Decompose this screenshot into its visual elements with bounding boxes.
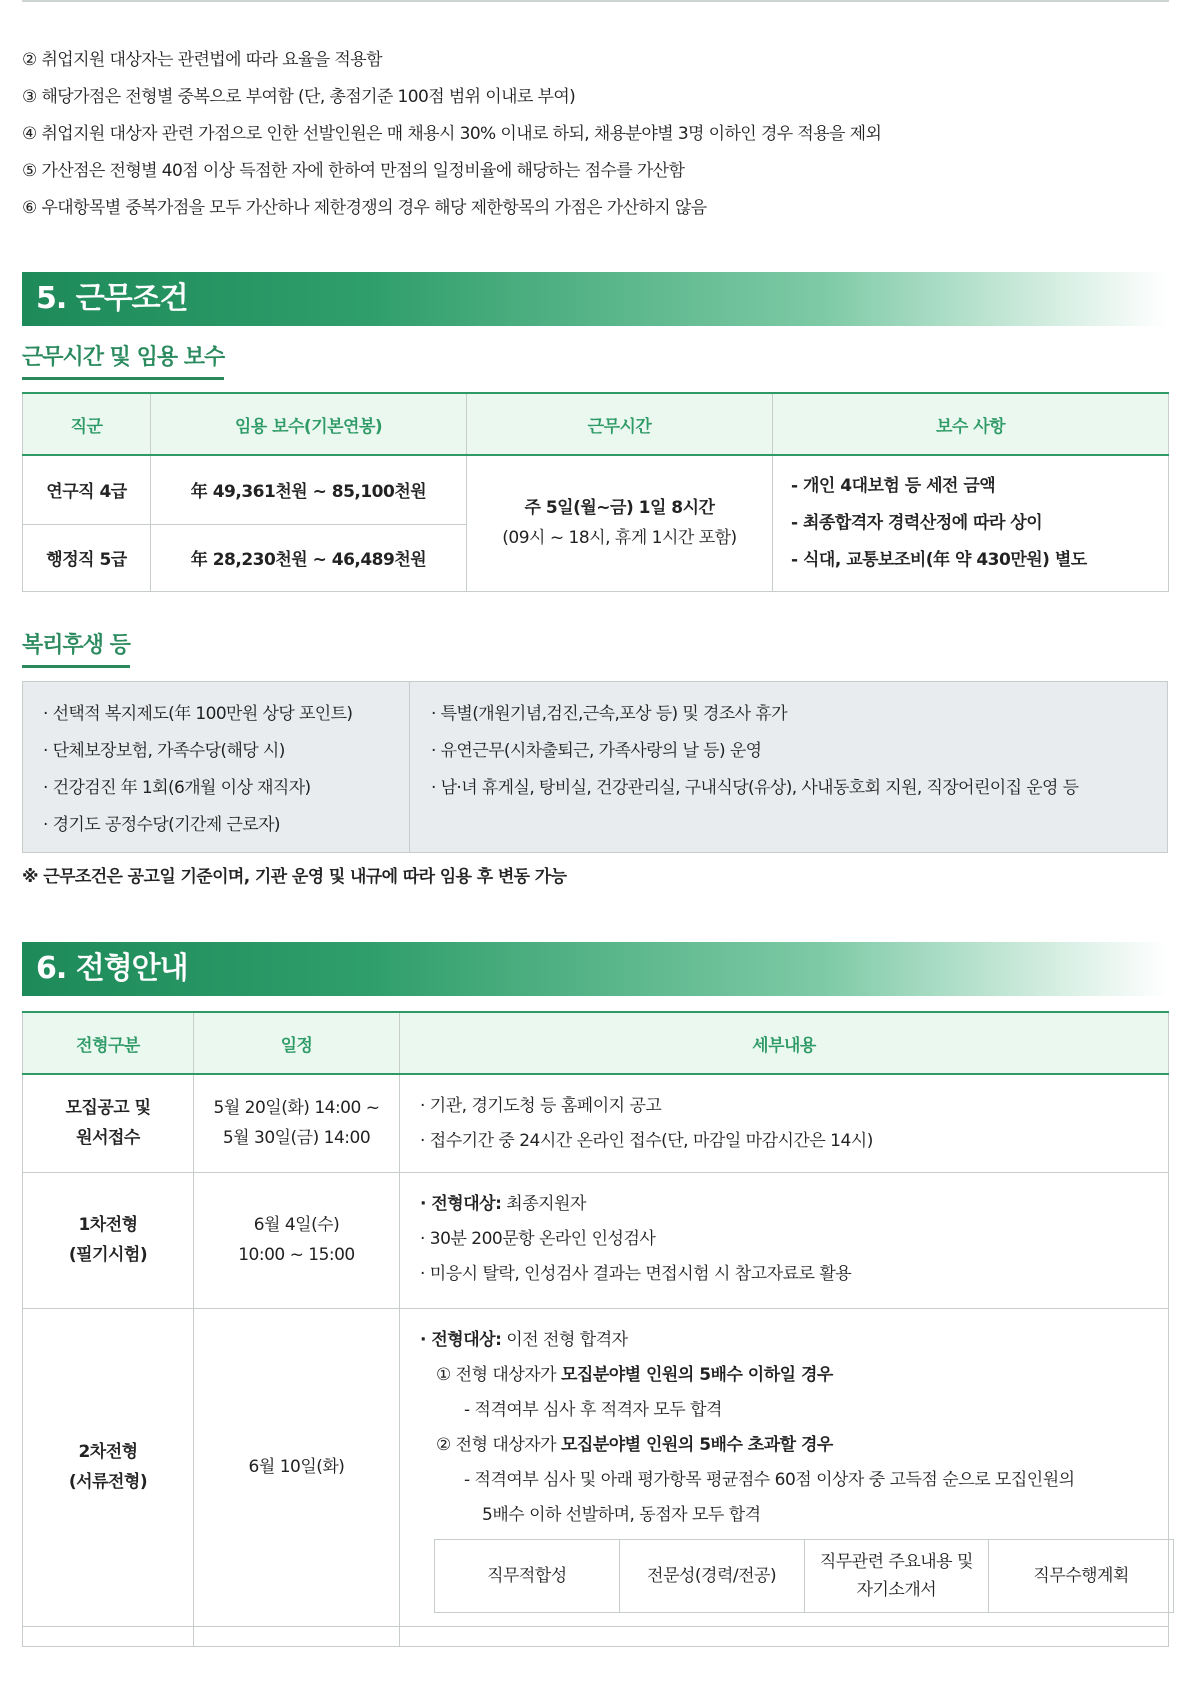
col-header-group: 직군 <box>23 393 151 455</box>
case-condition: 모집분야별 인원의 5배수 초과할 경우 <box>560 1434 833 1455</box>
col-header-schedule: 일정 <box>194 1012 400 1074</box>
schedule-line: 5월 20일(화) 14:00 ~ <box>213 1098 380 1119</box>
welfare-divider <box>409 682 410 852</box>
criterion <box>804 1539 989 1612</box>
table-continuation <box>400 1626 1169 1646</box>
criterion-line: 직무관련 주요내용 및 <box>819 1551 973 1572</box>
pay-note: - 식대, 교통보조비(年 약 430만원) 별도 <box>791 549 1087 570</box>
schedule-line: 6월 4일(수) <box>253 1215 340 1235</box>
note-item: ③ 해당가점은 전형별 중복으로 부여함 (단, 총점기준 100점 범위 이내로 부여) <box>22 87 576 107</box>
stage-name-line: 2차전형 <box>78 1442 138 1462</box>
subhead-welfare: 복리후생 등 <box>22 628 130 668</box>
table-continuation <box>23 1626 194 1646</box>
cell-pay: 年 49,361천원 ~ 85,100천원 <box>151 455 467 524</box>
case-line <box>412 1428 1167 1463</box>
stage-name-line: 1차전형 <box>78 1215 138 1235</box>
welfare-item: · 유연근무(시차출퇴근, 가족사랑의 날 등) 운영 <box>431 741 762 761</box>
stage-schedule <box>194 1074 400 1172</box>
criterion: 직무적합성 <box>435 1539 620 1612</box>
pay-note: - 개인 4대보험 등 세전 금액 <box>791 475 996 496</box>
note-item: ⑤ 가산점은 전형별 40점 이상 득점한 자에 한하여 만점의 일정비율에 해당하는 점수를 가산함 <box>22 161 685 181</box>
hours-line-2: (09시 ~ 18시, 휴게 1시간 포함) <box>502 528 737 549</box>
stage-schedule <box>194 1172 400 1308</box>
welfare-item: · 특별(개원기념,검진,근속,포상 등) 및 경조사 휴가 <box>431 704 787 724</box>
top-divider <box>22 0 1169 2</box>
table-continuation <box>194 1626 400 1646</box>
stage-name <box>23 1172 194 1308</box>
stage-details <box>400 1074 1169 1172</box>
evaluation-criteria-table <box>434 1539 1174 1613</box>
case-prefix: ① 전형 대상자가 <box>436 1364 561 1385</box>
stage-name-line: (필기시험) <box>68 1245 148 1265</box>
welfare-left-list <box>43 696 352 844</box>
detail-line: · 기관, 경기도청 등 홈페이지 공고 <box>420 1096 662 1116</box>
target-value: 최종지원자 <box>501 1193 586 1214</box>
detail-line <box>420 1187 1167 1222</box>
pay-table <box>22 392 1169 592</box>
scoring-notes <box>22 42 1162 227</box>
welfare-right-list <box>431 696 1079 807</box>
case-sub-line: 5배수 이하 선발하며, 동점자 모두 합격 <box>482 1504 761 1525</box>
target-value: 이전 전형 합격자 <box>501 1329 628 1350</box>
cell-pay: 年 28,230천원 ~ 46,489천원 <box>151 524 467 591</box>
section-5-header <box>22 272 1168 326</box>
hours-line-1: 주 5일(월~금) 1일 8시간 <box>524 498 715 519</box>
section-6-title: 6. 전형안내 <box>36 951 188 986</box>
detail-line <box>412 1323 1167 1358</box>
welfare-item: · 단체보장보험, 가족수당(해당 시) <box>43 741 285 761</box>
welfare-item: · 남·녀 휴게실, 탕비실, 건강관리실, 구내식당(유상), 사내동호회 지원, 직장어린이집 운영 등 <box>431 778 1079 798</box>
schedule-line: 10:00 ~ 15:00 <box>238 1245 355 1265</box>
case-prefix: ② 전형 대상자가 <box>436 1434 561 1455</box>
criterion: 직무수행계획 <box>989 1539 1174 1612</box>
case-line <box>412 1358 1167 1393</box>
criterion-line: 자기소개서 <box>856 1579 937 1600</box>
note-item: ② 취업지원 대상자는 관련법에 따라 요율을 적용함 <box>22 50 382 70</box>
col-header-hours: 근무시간 <box>467 393 773 455</box>
section-6-header <box>22 942 1168 996</box>
col-header-pay-notes: 보수 사항 <box>773 393 1169 455</box>
note-item: ④ 취업지원 대상자 관련 가점으로 인한 선발인원은 매 채용시 30% 이내로 하되, 채용분야별 3명 이하인 경우 적용을 제외 <box>22 124 882 144</box>
stage-name <box>23 1074 194 1172</box>
case-condition: 모집분야별 인원의 5배수 이하일 경우 <box>560 1364 833 1385</box>
stage-schedule <box>194 1308 400 1626</box>
cell-group: 행정직 5급 <box>23 524 151 591</box>
cell-group: 연구직 4급 <box>23 455 151 524</box>
welfare-item: · 건강검진 年 1회(6개월 이상 재직자) <box>43 778 311 798</box>
selection-table <box>22 1011 1169 1647</box>
cell-hours <box>467 455 773 591</box>
col-header-pay: 임용 보수(기본연봉) <box>151 393 467 455</box>
case-sub-line: - 적격여부 심사 및 아래 평가항목 평균점수 60점 이상자 중 고득점 순으로 모집인원의 <box>464 1469 1075 1490</box>
welfare-box <box>22 681 1168 853</box>
stage-name-line: 모집공고 및 <box>65 1098 151 1119</box>
stage-name-line: 원서접수 <box>76 1128 140 1149</box>
note-item: ⑥ 우대항목별 중복가점을 모두 가산하나 제한경쟁의 경우 해당 제한항목의 가점은 가산하지 않음 <box>22 198 707 218</box>
target-label: · 전형대상: <box>420 1193 502 1214</box>
section-5-title: 5. 근무조건 <box>36 281 188 316</box>
work-conditions-footnote: ※ 근무조건은 공고일 기준이며, 기관 운영 및 내규에 따라 임용 후 변동 가능 <box>22 867 567 887</box>
cell-pay-notes <box>773 455 1169 591</box>
stage-name <box>23 1308 194 1626</box>
col-header-stage: 전형구분 <box>23 1012 194 1074</box>
detail-line: · 30분 200문항 온라인 인성검사 <box>420 1228 656 1249</box>
pay-note: - 최종합격자 경력산정에 따라 상이 <box>791 512 1043 533</box>
detail-line: · 접수기간 중 24시간 온라인 접수(단, 마감일 마감시간은 14시) <box>420 1131 873 1151</box>
subhead-hours-pay: 근무시간 및 임용 보수 <box>22 340 224 380</box>
schedule-line: 6월 10일(화) <box>248 1457 345 1477</box>
col-header-details: 세부내용 <box>400 1012 1169 1074</box>
stage-details <box>400 1172 1169 1308</box>
stage-details <box>400 1308 1169 1626</box>
criterion: 전문성(경력/전공) <box>619 1539 804 1612</box>
target-label: · 전형대상: <box>420 1329 502 1350</box>
stage-name-line: (서류전형) <box>68 1472 148 1492</box>
welfare-item: · 경기도 공정수당(기간제 근로자) <box>43 815 280 835</box>
detail-line: · 미응시 탈락, 인성검사 결과는 면접시험 시 참고자료로 활용 <box>420 1263 852 1284</box>
schedule-line: 5월 30일(금) 14:00 <box>222 1128 371 1149</box>
welfare-item: · 선택적 복지제도(年 100만원 상당 포인트) <box>43 704 353 724</box>
case-sub-line: - 적격여부 심사 후 적격자 모두 합격 <box>464 1399 722 1420</box>
